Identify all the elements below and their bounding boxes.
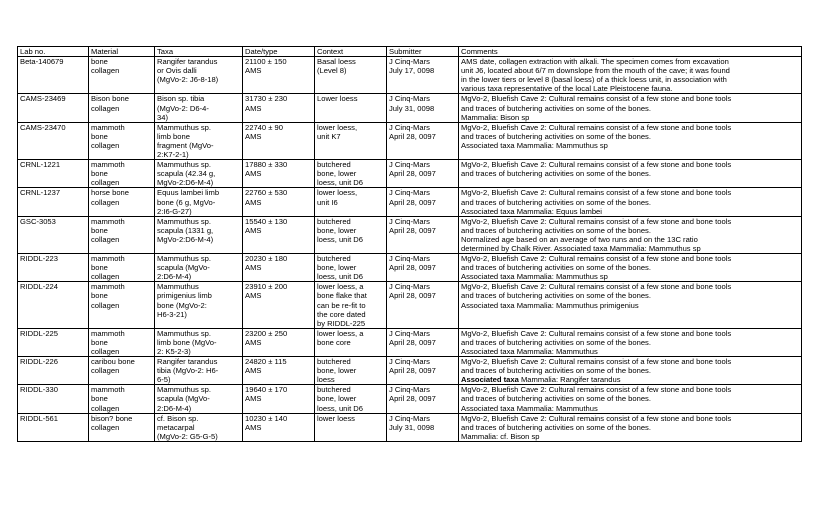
table-row xyxy=(18,328,802,356)
header-context: Context xyxy=(315,47,387,57)
cell-taxa: Mammuthus sp. limb bone fragment (MgVo- 2:K7-2-1) xyxy=(155,122,243,159)
cell-comments xyxy=(459,216,802,253)
cell-date-type: 22740 ± 90 AMS xyxy=(243,122,315,159)
comment-text: AMS date, collagen extraction with alkali. The specimen comes from excavation unit J6, located about 6/7 m downslope from the mouth of the cave; it was found in the lower tiers or level 8 (basal loess) of a thick loess unit, in association with various taxa representative of the local Late Pleistocene fauna. xyxy=(461,57,730,94)
cell-lab-no: RIDDL-224 xyxy=(18,282,89,328)
cell-date-type: 22760 ± 530 AMS xyxy=(243,188,315,216)
cell-taxa: Mammuthus sp. scapula (MgVo- 2:D6-M-4) xyxy=(155,254,243,282)
cell-lab-no: RIDDL-561 xyxy=(18,413,89,441)
header-lab-no: Lab no. xyxy=(18,47,89,57)
cell-submitter: J Cinq-Mars April 28, 0097 xyxy=(387,328,459,356)
cell-submitter: J Cinq-Mars July 31, 0098 xyxy=(387,413,459,441)
table-row xyxy=(18,357,802,385)
comment-text: MgVo-2, Bluefish Cave 2: Cultural remains consist of a few stone and bone tools and traces of butchering activities on some of the bones. xyxy=(461,160,732,179)
comment-text: MgVo-2, Bluefish Cave 2: Cultural remains consist of a few stone and bone tools and traces of butchering activities on some of the bones. xyxy=(461,357,732,376)
cell-context: lower loess xyxy=(315,413,387,441)
comment-text: MgVo-2, Bluefish Cave 2: Cultural remains consist of a few stone and bone tools and traces of butchering activities on some of the bones. Associated taxa Mammalia: Equus lambei xyxy=(461,188,732,216)
cell-taxa: Rangifer tarandus or Ovis dalli (MgVo-2: J6-8-18) xyxy=(155,57,243,94)
cell-taxa: Equus lambei limb bone (6 g, MgVo- 2:I6-G-27) xyxy=(155,188,243,216)
cell-taxa: Bison sp. tibia (MgVo-2: D6-4- 34) xyxy=(155,94,243,122)
cell-submitter: J Cinq-Mars April 28, 0097 xyxy=(387,160,459,188)
cell-comments xyxy=(459,94,802,122)
table-row xyxy=(18,188,802,216)
comment-text: MgVo-2, Bluefish Cave 2: Cultural remains consist of a few stone and bone tools and traces of butchering activities on some of the bones. Mammalia: cf. Bison sp xyxy=(461,413,732,441)
table-row xyxy=(18,160,802,188)
cell-material: bison? bone collagen xyxy=(89,413,155,441)
comment-text: MgVo-2, Bluefish Cave 2: Cultural remains consist of a few stone and bone tools and traces of butchering activities on some of the bones. Normalized age based on an average of two runs and on the 13C ratio determined by Chalk River. Associated taxa Mammalia: Mammuthus sp xyxy=(461,216,732,253)
comment-text: MgVo-2, Bluefish Cave 2: Cultural remains consist of a few stone and bone tools and traces of butchering activities on some of the bones. Mammalia: Bison sp xyxy=(461,94,732,122)
cell-comments xyxy=(459,254,802,282)
comment-text: MgVo-2, Bluefish Cave 2: Cultural remains consist of a few stone and bone tools and traces of butchering activities on some of the bones. Associated taxa Mammalia: Mammuthus sp xyxy=(461,254,732,282)
table-row xyxy=(18,94,802,122)
cell-material: mammoth bone collagen xyxy=(89,328,155,356)
table-row xyxy=(18,254,802,282)
cell-comments xyxy=(459,357,802,385)
cell-comments xyxy=(459,188,802,216)
cell-lab-no: GSC-3053 xyxy=(18,216,89,253)
cell-lab-no: CRNL-1221 xyxy=(18,160,89,188)
cell-date-type: 15540 ± 130 AMS xyxy=(243,216,315,253)
header-submitter: Submitter xyxy=(387,47,459,57)
cell-submitter: J Cinq-Mars July 17, 0098 xyxy=(387,57,459,94)
cell-lab-no: RIDDL-226 xyxy=(18,357,89,385)
cell-lab-no: CAMS-23469 xyxy=(18,94,89,122)
table-row xyxy=(18,216,802,253)
table-body xyxy=(18,57,802,442)
cell-context: butchered bone, lower loess, unit D6 xyxy=(315,216,387,253)
cell-material: mammoth bone collagen xyxy=(89,385,155,413)
cell-lab-no: RIDDL-225 xyxy=(18,328,89,356)
cell-context: butchered bone, lower loess xyxy=(315,357,387,385)
cell-material: bone collagen xyxy=(89,57,155,94)
comment-text: MgVo-2, Bluefish Cave 2: Cultural remains consist of a few stone and bone tools and traces of butchering activities on some of the bones. Associated taxa Mammalia: Mammuthus xyxy=(461,385,732,413)
cell-comments xyxy=(459,413,802,441)
cell-submitter: J Cinq-Mars July 31, 0098 xyxy=(387,94,459,122)
cell-taxa: Mammuthus sp. scapula (42.34 g, MgVo-2:D6-M-4) xyxy=(155,160,243,188)
cell-material: mammoth bone collagen xyxy=(89,160,155,188)
cell-submitter: J Cinq-Mars April 28, 0097 xyxy=(387,385,459,413)
cell-date-type: 17880 ± 330 AMS xyxy=(243,160,315,188)
cell-date-type: 31730 ± 230 AMS xyxy=(243,94,315,122)
cell-material: mammoth bone collagen xyxy=(89,282,155,328)
table-row xyxy=(18,413,802,441)
cell-taxa: cf. Bison sp. metacarpal (MgVo-2: G5-G-5) xyxy=(155,413,243,441)
table-row xyxy=(18,122,802,159)
cell-context: Lower loess xyxy=(315,94,387,122)
cell-comments xyxy=(459,160,802,188)
cell-material: mammoth bone collagen xyxy=(89,216,155,253)
header-taxa: Taxa xyxy=(155,47,243,57)
cell-date-type: 23200 ± 250 AMS xyxy=(243,328,315,356)
cell-date-type: 21100 ± 150 AMS xyxy=(243,57,315,94)
cell-comments xyxy=(459,122,802,159)
cell-taxa: Rangifer tarandus tibia (MgVo-2: H6- 6-5) xyxy=(155,357,243,385)
cell-material: horse bone collagen xyxy=(89,188,155,216)
cell-submitter: J Cinq-Mars April 28, 0097 xyxy=(387,216,459,253)
cell-context: butchered bone, lower loess, unit D6 xyxy=(315,160,387,188)
cell-lab-no: CRNL-1237 xyxy=(18,188,89,216)
cell-taxa: Mammuthus sp. limb bone (MgVo- 2: K5-2-3) xyxy=(155,328,243,356)
cell-comments xyxy=(459,57,802,94)
cell-context: butchered bone, lower loess, unit D6 xyxy=(315,254,387,282)
header-row xyxy=(18,47,802,57)
table-row xyxy=(18,282,802,328)
cell-material: mammoth bone collagen xyxy=(89,122,155,159)
cell-submitter: J Cinq-Mars April 28, 0097 xyxy=(387,282,459,328)
radiocarbon-table xyxy=(17,46,802,442)
comment-text: MgVo-2, Bluefish Cave 2: Cultural remains consist of a few stone and bone tools and traces of butchering activities on some of the bones. Associated taxa Mammalia: Mammuthus sp xyxy=(461,122,732,150)
cell-submitter: J Cinq-Mars April 28, 0097 xyxy=(387,122,459,159)
cell-context: lower loess, a bone core xyxy=(315,328,387,356)
table-row xyxy=(18,57,802,94)
comment-tail-text: Mammalia: Rangifer tarandus xyxy=(518,375,621,385)
cell-date-type: 19640 ± 170 AMS xyxy=(243,385,315,413)
comment-text: MgVo-2, Bluefish Cave 2: Cultural remains consist of a few stone and bone tools and traces of butchering activities on some of the bones. Associated taxa Mammalia: Mammuthus primigenius xyxy=(461,282,732,310)
cell-taxa: Mammuthus sp. scapula (MgVo- 2:D6-M-4) xyxy=(155,385,243,413)
cell-taxa: Mammuthus sp. scapula (1331 g, MgVo-2:D6-M-4) xyxy=(155,216,243,253)
cell-lab-no: RIDDL-223 xyxy=(18,254,89,282)
cell-lab-no: Beta-140679 xyxy=(18,57,89,94)
cell-comments xyxy=(459,328,802,356)
cell-date-type: 10230 ± 140 AMS xyxy=(243,413,315,441)
cell-lab-no: RIDDL-330 xyxy=(18,385,89,413)
cell-context: lower loess, unit K7 xyxy=(315,122,387,159)
comment-bold-text: Associated taxa xyxy=(461,375,519,385)
cell-date-type: 24820 ± 115 AMS xyxy=(243,357,315,385)
cell-submitter: J Cinq-Mars April 28, 0097 xyxy=(387,254,459,282)
radiocarbon-table-sheet xyxy=(17,46,801,442)
cell-comments xyxy=(459,385,802,413)
cell-comments xyxy=(459,282,802,328)
cell-material: caribou bone collagen xyxy=(89,357,155,385)
cell-lab-no: CAMS-23470 xyxy=(18,122,89,159)
cell-submitter: J Cinq-Mars April 28, 0097 xyxy=(387,357,459,385)
comment-text: MgVo-2, Bluefish Cave 2: Cultural remains consist of a few stone and bone tools and traces of butchering activities on some of the bones. Associated taxa Mammalia: Mammuthus xyxy=(461,328,732,356)
cell-submitter: J Cinq-Mars April 28, 0097 xyxy=(387,188,459,216)
header-material: Material xyxy=(89,47,155,57)
cell-date-type: 23910 ± 200 AMS xyxy=(243,282,315,328)
cell-context: lower loess, a bone flake that can be re-fit to the core dated by RIDDL-225 xyxy=(315,282,387,328)
cell-taxa: Mammuthus primigenius limb bone (MgVo-2: H6-3-21) xyxy=(155,282,243,328)
cell-context: Basal loess (Level 8) xyxy=(315,57,387,94)
cell-context: butchered bone, lower loess, unit D6 xyxy=(315,385,387,413)
cell-material: mammoth bone collagen xyxy=(89,254,155,282)
header-comments: Comments xyxy=(459,47,802,57)
cell-context: lower loess, unit I6 xyxy=(315,188,387,216)
header-date-type: Date/type xyxy=(243,47,315,57)
table-row xyxy=(18,385,802,413)
cell-material: Bison bone collagen xyxy=(89,94,155,122)
cell-date-type: 20230 ± 180 AMS xyxy=(243,254,315,282)
